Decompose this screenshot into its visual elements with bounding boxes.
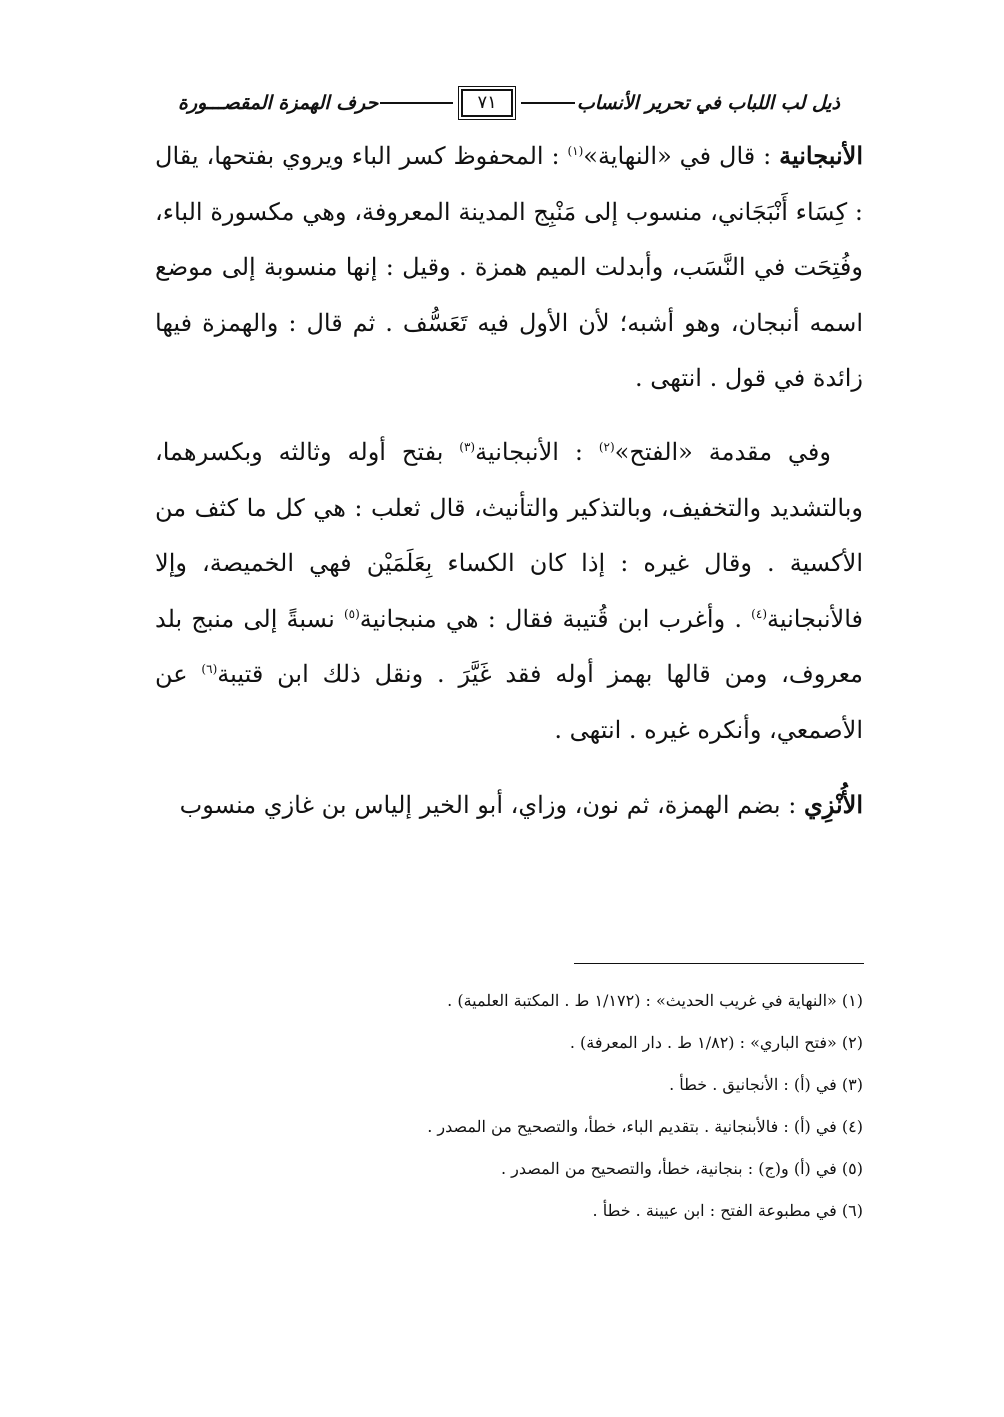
running-header xyxy=(178,86,840,120)
footnote-5: (٥) في (أ) و(ج) : بنجانية، خطأ، والتصحيح من المصدر . xyxy=(501,1159,863,1178)
footnotes xyxy=(155,980,863,1232)
footnote-divider xyxy=(574,963,864,964)
text-run: : الأنبجانية xyxy=(475,437,599,466)
chapter-title: حرف الهمزة المقصـــورة xyxy=(178,92,379,114)
header-rule-right xyxy=(521,102,575,104)
text-run: : بضم الهمزة، ثم نون، وزاي، أبو الخير إلياس بن غازي منسوب xyxy=(179,790,804,819)
footnote-ref[interactable]: (٣) xyxy=(459,439,476,454)
footnote-4: (٤) في (أ) : فالأبنجانية . بتقديم الباء، خطأ، والتصحيح من المصدر . xyxy=(427,1117,863,1136)
text-run: . وأغرب ابن قُتيبة فقال : هي منبجانية xyxy=(359,604,752,633)
footnote-2: (٢) «فتح الباري» : (١/٨٢ ط . دار المعرفة) . xyxy=(569,1033,863,1052)
main-text xyxy=(155,128,863,833)
footnote-ref[interactable]: (٢) xyxy=(598,439,615,454)
header-rule-left xyxy=(380,102,453,104)
text-run: : المحفوظ كسر الباء ويروي بفتحها، يقال : كِسَاء أَنْبَجَاني، منسوب إلى مَنْبِج المدينة المعروفة، وهي مكسورة الباء، وفُتِحَت في النَّسَب، وأبدلت الميم همزة . وقيل : إنها منسوبة إلى موضع اسمه أنبجان، وهو أشبه؛ لأن الأول فيه تَعَسُّف . ثم قال : والهمزة فيها زائدة في قول . انتهى . xyxy=(155,142,863,393)
footnote-ref[interactable]: (٦) xyxy=(201,662,218,677)
text-run: نسبةً إلى منبج بلد معروف، ومن قالها بهمز أوله فقد غَيَّرَ . ونقل ذلك ابن قتيبة xyxy=(155,604,864,689)
entry-anbajaniya xyxy=(155,128,863,407)
footnote-6: (٦) في مطبوعة الفتح : ابن عيينة . خطأ . xyxy=(592,1201,863,1220)
footnote-ref[interactable]: (١) xyxy=(567,144,584,158)
footnote-1: (١) «النهاية في غريب الحديث» : (١/١٧٢ ط . المكتبة العلمية) . xyxy=(447,991,863,1010)
book-title: ذيل لب اللباب في تحرير الأنساب xyxy=(576,92,840,114)
entry-anzi xyxy=(155,777,863,834)
paragraph-fath-quote xyxy=(155,425,863,759)
text-run: بفتح أوله وثالثه وبكسرهما، وبالتشديد والتخفيف، وبالتذكير والتأنيث، قال ثعلب : هي كل ما كثف من الأكسية . وقال غيره : إذا كان الكساء بِعَلَمَيْن فهي الخميصة، وإلا فالأنبجانية xyxy=(155,437,863,633)
headword: الأُنْزِي xyxy=(803,789,863,819)
text-run: : قال في «النهاية» xyxy=(583,142,780,170)
footnote-ref[interactable]: (٥) xyxy=(343,606,360,621)
page-number: ٧١ xyxy=(461,89,512,117)
text-run: عن الأصمعي، وأنكره غيره . انتهى . xyxy=(155,660,863,744)
footnote-3: (٣) في (أ) : الأنجانيق . خطأ . xyxy=(669,1075,863,1094)
text-run: وفي مقدمة «الفتح» xyxy=(614,437,831,466)
footnote-ref[interactable]: (٤) xyxy=(751,606,767,621)
headword: الأنبجانية xyxy=(779,141,863,170)
